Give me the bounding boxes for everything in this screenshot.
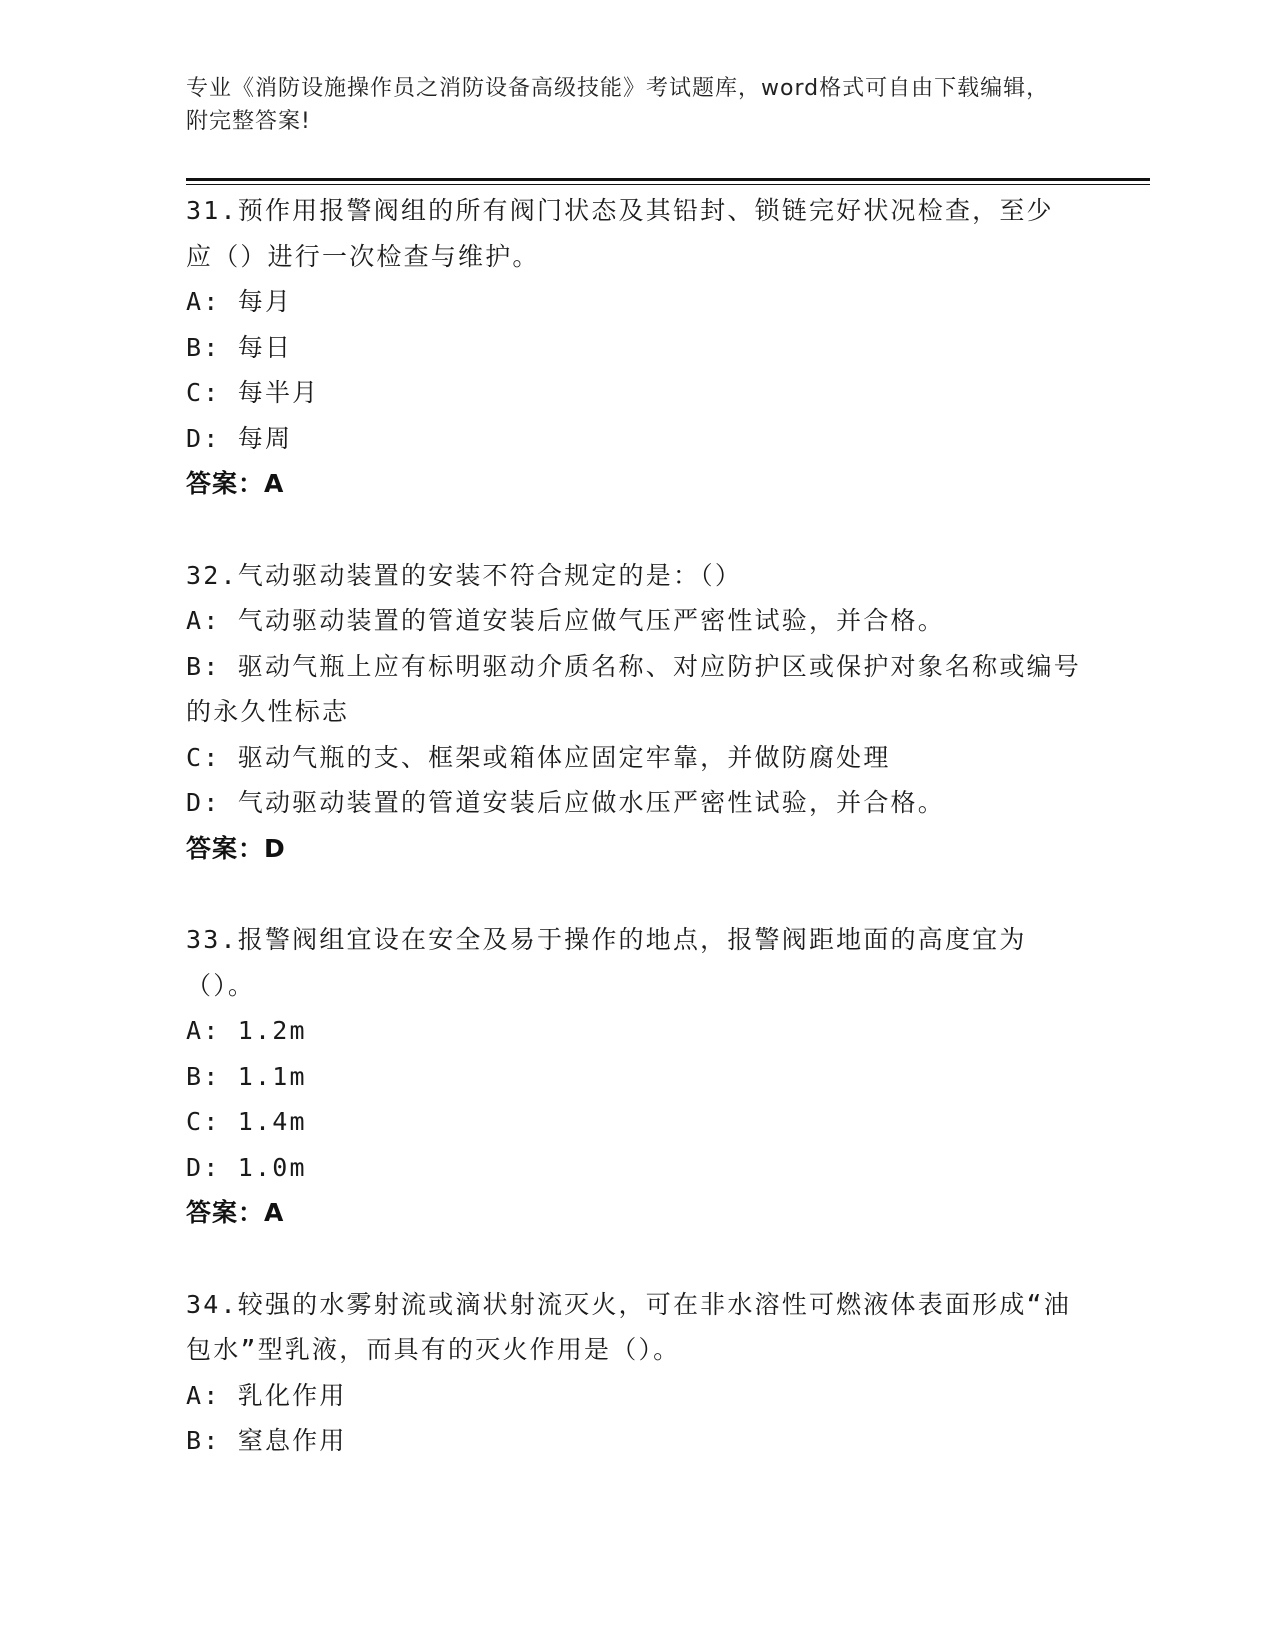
question-text: 31.预作用报警阀组的所有阀门状态及其铅封、锁链完好状况检查，至少应（）进行一次检查与维护。 (186, 196, 1054, 271)
option-b: B: 1.1m (186, 1061, 307, 1091)
header-divider-thin (186, 184, 1150, 185)
option-b: B: 驱动气瓶上应有标明驱动介质名称、对应防护区或保护对象名称或编号的永久性标志 (186, 651, 1081, 726)
answer-line: 答案：A (186, 469, 285, 498)
question-32 (186, 553, 1086, 872)
option-c: C: 每半月 (186, 378, 320, 407)
option-b: B: 窒息作用 (186, 1426, 347, 1455)
document-header-note: 专业《消防设施操作员之消防设备高级技能》考试题库，word格式可自由下载编辑，附完整答案! (186, 76, 1050, 134)
option-a: A: 乳化作用 (186, 1380, 347, 1410)
option-c: C: 驱动气瓶的支、框架或箱体应固定牢靠，并做防腐处理 (186, 742, 891, 772)
option-a: A: 气动驱动装置的管道安装后应做气压严密性试验，并合格。 (186, 606, 945, 635)
question-list (186, 188, 1086, 1510)
option-a: A: 每月 (186, 287, 293, 316)
question-text: 33.报警阀组宜设在安全及易于操作的地点，报警阀距地面的高度宜为（）。 (186, 925, 1027, 1000)
answer-line: 答案：A (186, 1198, 285, 1227)
header-divider-thick (186, 178, 1150, 181)
answer-line: 答案：D (186, 833, 286, 863)
question-text: 34.较强的水雾射流或滴状射流灭火，可在非水溶性可燃液体表面形成“油包水”型乳液，而具有的灭火作用是（）。 (186, 1289, 1072, 1364)
option-a: A: 1.2m (186, 1016, 307, 1045)
option-d: D: 每周 (186, 423, 293, 453)
option-b: B: 每日 (186, 332, 293, 362)
question-31 (186, 188, 1086, 507)
option-d: D: 气动驱动装置的管道安装后应做水压严密性试验，并合格。 (186, 788, 945, 817)
question-33 (186, 917, 1086, 1236)
question-34 (186, 1282, 1086, 1464)
option-c: C: 1.4m (186, 1107, 307, 1136)
question-text: 32.气动驱动装置的安装不符合规定的是：（） (186, 560, 743, 590)
option-d: D: 1.0m (186, 1152, 307, 1182)
